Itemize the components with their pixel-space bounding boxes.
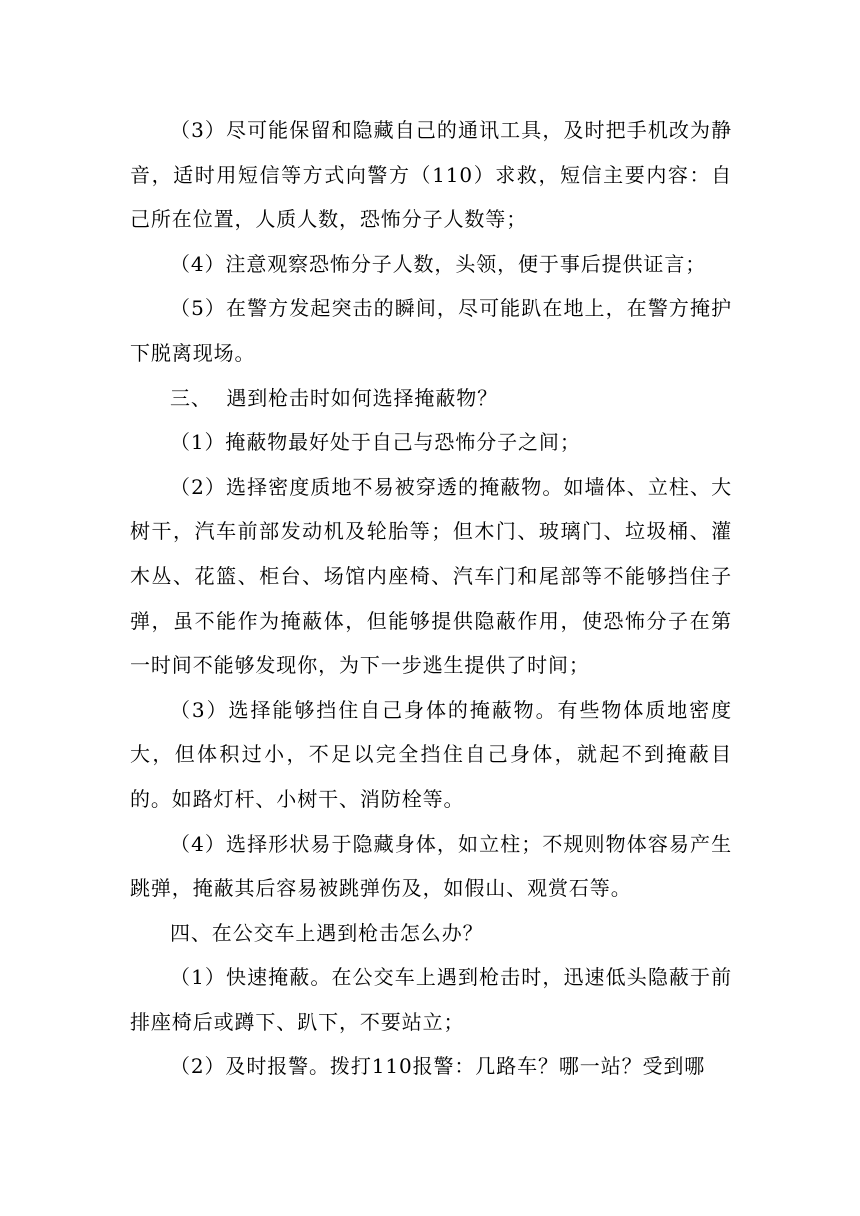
section-heading-cover-selection: 三、 遇到枪击时如何选择掩蔽物？ — [170, 385, 499, 410]
paragraph-cover-item-1: （1）掩蔽物最好处于自己与恐怖分子之间； — [170, 430, 581, 455]
paragraph-cover-item-3: （3）选择能够挡住自己身体的掩蔽物。有些物体质地密度大，但体积过小，不足以完全挡住自己身体，就起不到掩蔽目的。如路灯杆、小树干、消防栓等。 — [130, 697, 732, 811]
paragraph-cover-item-2: （2）选择密度质地不易被穿透的掩蔽物。如墙体、立柱、大树干，汽车前部发动机及轮胎等；但木门、玻璃门、垃圾桶、灌木丛、花篮、柜台、场馆内座椅、汽车门和尾部等不能够挡住子弹，虽不能作为掩蔽体，但能够提供隐蔽作用，使恐怖分子在第一时间不能够发现你，为下一步逃生提供了时间； — [130, 474, 732, 678]
paragraph-bus-item-2: （2）及时报警。拨打110报警：几路车？哪一站？受到哪 — [170, 1054, 706, 1079]
section-heading-bus-shooting: 四、在公交车上遇到枪击怎么办？ — [170, 920, 484, 945]
paragraph-item-3-communication: （3）尽可能保留和隐藏自己的通讯工具，及时把手机改为静音，适时用短信等方式向警方（110）求救，短信主要内容：自己所在位置，人质人数，恐怖分子人数等； — [130, 118, 732, 232]
paragraph-item-5-escape: （5）在警方发起突击的瞬间，尽可能趴在地上，在警方掩护下脱离现场。 — [130, 296, 732, 365]
paragraph-item-4-observe: （4）注意观察恐怖分子人数，头领，便于事后提供证言； — [170, 251, 707, 276]
paragraph-bus-item-1: （1）快速掩蔽。在公交车上遇到枪击时，迅速低头隐蔽于前排座椅后或蹲下、趴下，不要站立； — [130, 965, 732, 1034]
document-body — [130, 108, 732, 1089]
paragraph-cover-item-4: （4）选择形状易于隐藏身体，如立柱；不规则物体容易产生跳弹，掩蔽其后容易被跳弹伤及，如假山、观赏石等。 — [130, 831, 732, 901]
